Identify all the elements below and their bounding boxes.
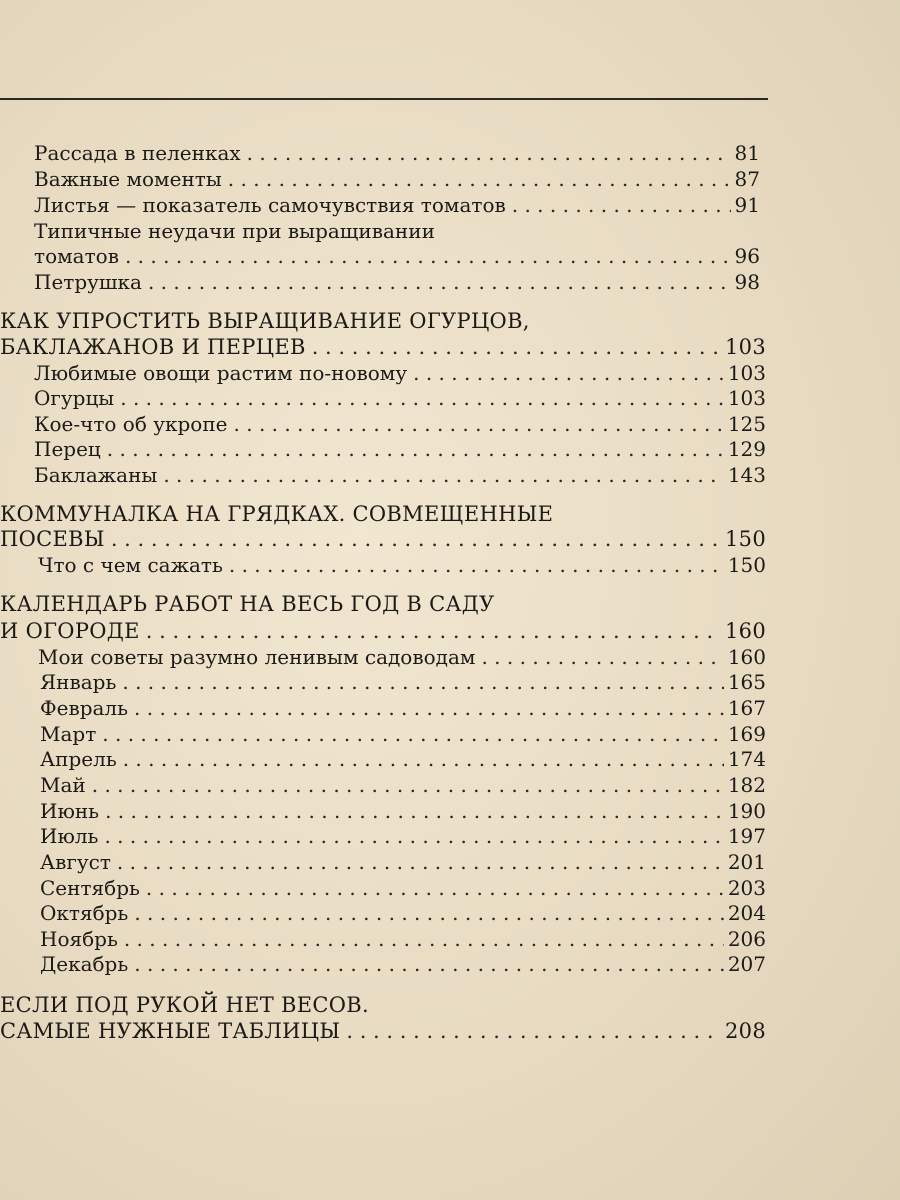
toc-entry	[40, 901, 766, 925]
toc-entry-page: 206	[727, 927, 766, 951]
leader-dots	[123, 747, 724, 771]
leader-dots	[107, 437, 724, 461]
toc-entry-page: 165	[727, 670, 766, 694]
toc-entry-title: Октябрь	[40, 901, 129, 925]
toc-entry-page: 201	[727, 850, 766, 874]
leader-dots	[146, 876, 724, 900]
chapter-title-line1: КОММУНАЛКА НА ГРЯДКАХ. СОВМЕЩЕННЫЕ	[0, 502, 554, 526]
toc-entry	[40, 670, 766, 694]
toc-entry-title: Сентябрь	[40, 876, 140, 900]
chapter-page: 208	[725, 1019, 766, 1043]
toc-entry-page: 150	[727, 553, 766, 577]
leader-dots	[148, 270, 731, 294]
toc-entry	[40, 799, 766, 823]
toc-entry-title-line1: Типичные неудачи при выращивании	[34, 219, 435, 243]
toc-entry-page: 125	[727, 412, 766, 436]
toc-entry	[34, 412, 766, 436]
chapter-title: И ОГОРОДЕ	[0, 619, 140, 643]
chapter-page: 160	[725, 619, 766, 643]
toc-entry-title: Мои советы разумно ленивым садоводам	[38, 645, 476, 669]
chapter-title: ПОСЕВЫ	[0, 527, 105, 551]
toc-entry	[34, 167, 760, 191]
chapter-title-line1: КАЛЕНДАРЬ РАБОТ НА ВЕСЬ ГОД В САДУ	[0, 592, 495, 616]
leader-dots	[228, 167, 731, 191]
toc-entry-title: Перец	[34, 437, 101, 461]
leader-dots	[234, 412, 724, 436]
toc-entry-page: 182	[727, 773, 766, 797]
toc-entry	[40, 876, 766, 900]
leader-dots	[481, 645, 723, 669]
chapter-page: 150	[725, 527, 766, 551]
toc-entry-title: Петрушка	[34, 270, 142, 294]
toc-entry-title: Важные моменты	[34, 167, 222, 191]
toc-entry	[40, 927, 766, 951]
toc-entry	[34, 463, 766, 487]
toc-entry	[34, 244, 760, 268]
toc-entry	[34, 437, 766, 461]
toc-entry-title: Кое-что об укропе	[34, 412, 228, 436]
leader-dots	[413, 361, 724, 385]
toc-chapter	[0, 619, 766, 643]
leader-dots	[134, 952, 724, 976]
toc-entry-page: 160	[727, 645, 766, 669]
toc-entry	[34, 193, 760, 217]
leader-dots	[134, 901, 724, 925]
toc-entry-page: 87	[734, 167, 760, 191]
toc-entry-page: 143	[727, 463, 766, 487]
leader-dots	[312, 335, 721, 359]
leader-dots	[229, 553, 724, 577]
toc-entry	[34, 386, 766, 410]
leader-dots	[111, 527, 721, 551]
toc-entry	[34, 361, 766, 385]
toc-entry-title: Ноябрь	[40, 927, 118, 951]
leader-dots	[105, 799, 724, 823]
leader-dots	[102, 722, 724, 746]
leader-dots	[104, 824, 723, 848]
toc-entry-title: Что с чем сажать	[38, 553, 223, 577]
toc-chapter	[0, 1019, 766, 1043]
toc-entry-title: Февраль	[40, 696, 129, 720]
toc-entry-title: Декабрь	[40, 952, 129, 976]
toc-entry	[40, 824, 766, 848]
leader-dots	[92, 773, 724, 797]
toc-entry	[34, 141, 760, 165]
toc-entry-title: Любимые овощи растим по-новому	[34, 361, 408, 385]
toc-entry-title: Листья — показатель самочувствия томатов	[34, 193, 506, 217]
leader-dots	[146, 619, 721, 643]
toc-entry-title: Баклажаны	[34, 463, 158, 487]
toc-entry-title: Март	[40, 722, 97, 746]
toc-entry	[40, 773, 766, 797]
toc-entry-page: 96	[734, 244, 760, 268]
toc-entry-page: 81	[734, 141, 760, 165]
toc-entry	[40, 850, 766, 874]
leader-dots	[122, 670, 723, 694]
leader-dots	[512, 193, 731, 217]
toc-chapter	[0, 527, 766, 551]
toc-entry	[40, 722, 766, 746]
chapter-title-line1: КАК УПРОСТИТЬ ВЫРАЩИВАНИЕ ОГУРЦОВ,	[0, 309, 530, 333]
toc-entry-title: Январь	[40, 670, 117, 694]
chapter-title-line1: ЕСЛИ ПОД РУКОЙ НЕТ ВЕСОВ.	[0, 993, 369, 1017]
toc-entry-title: Огурцы	[34, 386, 115, 410]
toc-entry-page: 129	[727, 437, 766, 461]
leader-dots	[346, 1019, 721, 1043]
toc-entry-title: Апрель	[40, 747, 117, 771]
toc-entry-page: 91	[734, 193, 760, 217]
toc-entry-page: 203	[727, 876, 766, 900]
toc-entry-page: 103	[727, 386, 766, 410]
toc-chapter	[0, 335, 766, 359]
chapter-title: САМЫЕ НУЖНЫЕ ТАБЛИЦЫ	[0, 1019, 341, 1043]
chapter-title: БАКЛАЖАНОВ И ПЕРЦЕВ	[0, 335, 306, 359]
toc-entry-title: Июнь	[40, 799, 100, 823]
toc-entry	[38, 645, 766, 669]
toc-entry-title: Май	[40, 773, 86, 797]
leader-dots	[124, 927, 724, 951]
toc-entry-page: 167	[727, 696, 766, 720]
toc-entry-page: 98	[734, 270, 760, 294]
toc-entry-page: 103	[727, 361, 766, 385]
leader-dots	[120, 386, 724, 410]
leader-dots	[117, 850, 724, 874]
toc-entry	[40, 952, 766, 976]
toc-entry-title: Рассада в пеленках	[34, 141, 241, 165]
toc-entry	[40, 696, 766, 720]
leader-dots	[163, 463, 723, 487]
chapter-page: 103	[725, 335, 766, 359]
toc-entry	[38, 553, 766, 577]
toc-entry-page: 190	[727, 799, 766, 823]
leader-dots	[134, 696, 724, 720]
toc-entry	[40, 747, 766, 771]
toc-entry-page: 174	[727, 747, 766, 771]
toc-entry-page: 197	[727, 824, 766, 848]
toc-entry-page: 204	[727, 901, 766, 925]
leader-dots	[125, 244, 731, 268]
toc-entry	[34, 270, 760, 294]
toc-entry-page: 169	[727, 722, 766, 746]
toc-entry-title: Август	[40, 850, 111, 874]
toc-entry-page: 207	[727, 952, 766, 976]
toc-entry-title: Июль	[40, 824, 99, 848]
leader-dots	[247, 141, 731, 165]
toc-entry-title: томатов	[34, 244, 119, 268]
